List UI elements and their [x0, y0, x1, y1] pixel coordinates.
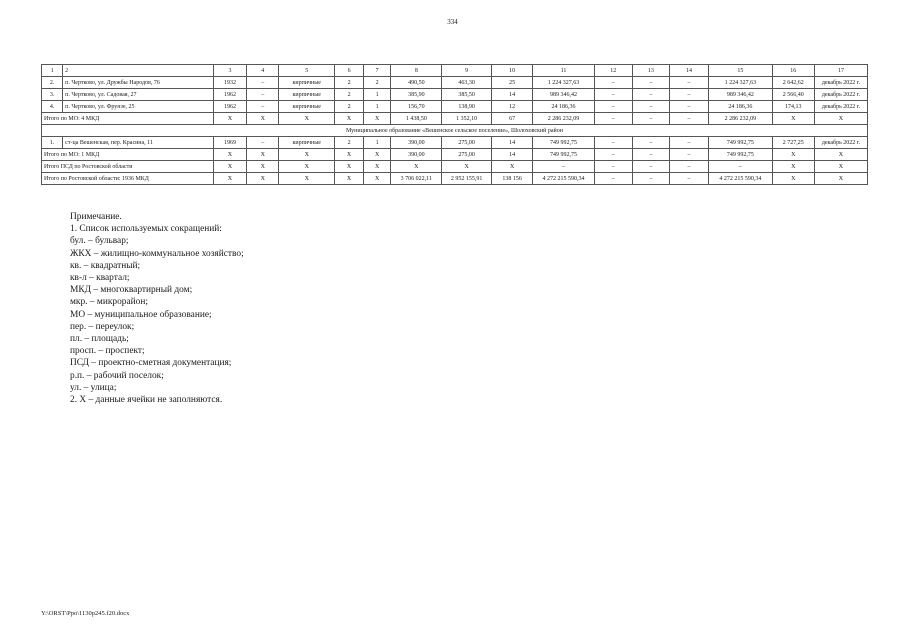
table-cell: X — [213, 113, 247, 125]
table-cell: X — [213, 173, 247, 185]
note-line: МО – муниципальное образование; — [70, 309, 212, 320]
table-cell: 1 352,10 — [442, 113, 492, 125]
table-cell: 749 992,75 — [709, 137, 773, 149]
table-cell: 2. — [42, 77, 63, 89]
table-cell: 11 — [533, 65, 594, 77]
table-cell: X — [213, 161, 247, 173]
table-cell: X — [363, 161, 391, 173]
table-cell: X — [335, 161, 364, 173]
table-cell: 1 — [363, 137, 391, 149]
table-cell: Итого по МО: 4 МКД — [42, 113, 214, 125]
table-cell: 749 992,75 — [709, 149, 773, 161]
table-cell: X — [247, 113, 279, 125]
table-cell: – — [632, 101, 669, 113]
note-line: пл. – площадь; — [70, 334, 129, 345]
table-row — [42, 101, 868, 113]
table-cell: 989 346,42 — [709, 89, 773, 101]
table-cell: – — [632, 137, 669, 149]
table-cell: – — [247, 137, 279, 149]
table-cell: 24 186,36 — [533, 101, 594, 113]
repair-register-table — [41, 64, 868, 185]
table-cell: 2 642,62 — [772, 77, 814, 89]
table-cell: 2 286 232,09 — [709, 113, 773, 125]
note-line: пер. – переулок; — [70, 321, 135, 332]
table-cell: X — [772, 113, 814, 125]
table-cell: 3 — [213, 65, 247, 77]
table-cell: – — [669, 173, 708, 185]
table-cell: – — [669, 77, 708, 89]
table-cell: 1 438,50 — [391, 113, 442, 125]
table-cell: – — [594, 161, 632, 173]
table-cell: Муниципальное образование «Вешенское сельское поселение», Шолоховский район — [42, 125, 868, 137]
section-header-row — [42, 125, 868, 137]
table-cell: 8 — [391, 65, 442, 77]
table-cell: 4. — [42, 101, 63, 113]
table-cell: 2 952 155,91 — [442, 173, 492, 185]
table-cell: 390,00 — [391, 149, 442, 161]
notes-heading: Примечание. — [70, 212, 122, 222]
table-cell: – — [632, 173, 669, 185]
note-line: просп. – проспект; — [70, 346, 145, 357]
table-cell: кирпичные — [279, 77, 335, 89]
table-cell: кирпичные — [279, 89, 335, 101]
table-cell: – — [632, 113, 669, 125]
table-cell: X — [279, 173, 335, 185]
table-cell: 17 — [814, 65, 867, 77]
footer-file-path: Y:\ORST\Ppo\1130p245.f20.docx — [41, 610, 130, 617]
table-cell: X — [247, 173, 279, 185]
table-cell: декабрь 2022 г. — [814, 77, 867, 89]
table-cell: 7 — [363, 65, 391, 77]
table-cell: кирпичные — [279, 101, 335, 113]
table-cell: 14 — [669, 65, 708, 77]
note-line: мкр. – микрорайон; — [70, 297, 148, 308]
total-row — [42, 173, 868, 185]
table-cell: 385,50 — [442, 89, 492, 101]
table-cell: 24 186,36 — [709, 101, 773, 113]
table-cell: – — [594, 113, 632, 125]
total-row — [42, 149, 868, 161]
table-cell: X — [814, 149, 867, 161]
table-cell: декабрь 2022 г. — [814, 137, 867, 149]
table-cell: 2 — [335, 137, 364, 149]
table-cell: X — [442, 161, 492, 173]
table-cell: Итого ПСД по Ростовской области — [42, 161, 214, 173]
table-cell: – — [669, 101, 708, 113]
table-cell: X — [772, 149, 814, 161]
note-line: ул. – улица; — [70, 382, 117, 393]
table-cell: – — [632, 149, 669, 161]
table-cell: X — [814, 173, 867, 185]
table-cell: X — [772, 161, 814, 173]
table-cell: – — [594, 77, 632, 89]
table-cell: 2 — [335, 101, 364, 113]
table-cell: 1969 — [213, 137, 247, 149]
table-cell: 6 — [335, 65, 364, 77]
table-cell: 3. — [42, 89, 63, 101]
table-cell: 2 — [335, 77, 364, 89]
table-cell: п. Чертково, ул. Фрунзе, 25 — [63, 101, 213, 113]
table-cell: 2 566,40 — [772, 89, 814, 101]
table-cell: X — [335, 113, 364, 125]
table-cell: 12 — [492, 101, 533, 113]
table-cell: X — [335, 149, 364, 161]
table-cell: 1962 — [213, 101, 247, 113]
table-cell: – — [632, 161, 669, 173]
table-cell: 749 992,75 — [533, 137, 594, 149]
page-number: 334 — [447, 18, 458, 26]
table-cell: 1. — [42, 137, 63, 149]
note-line: бул. – бульвар; — [70, 236, 129, 247]
table-cell: X — [213, 149, 247, 161]
table-cell: X — [772, 173, 814, 185]
table-cell: X — [279, 161, 335, 173]
table-cell: X — [363, 173, 391, 185]
table-cell: 138,90 — [442, 101, 492, 113]
table-cell: – — [533, 161, 594, 173]
table-cell: 275,00 — [442, 149, 492, 161]
table-cell: 67 — [492, 113, 533, 125]
table-cell: X — [247, 161, 279, 173]
table-row — [42, 137, 868, 149]
note-line: кв-л – квартал; — [70, 273, 130, 284]
table-cell: X — [814, 161, 867, 173]
table-cell: X — [363, 149, 391, 161]
table-cell: п. Чертково, ул. Садовая, 27 — [63, 89, 213, 101]
note-line: 1. Список используемых сокращений: — [70, 224, 222, 235]
table-cell: 174,13 — [772, 101, 814, 113]
table-cell: 1 224 327,63 — [533, 77, 594, 89]
table-cell: 13 — [632, 65, 669, 77]
notes-block — [70, 211, 244, 406]
table-cell: 1932 — [213, 77, 247, 89]
table-cell: – — [709, 161, 773, 173]
table-cell: 138 156 — [492, 173, 533, 185]
table-cell: 16 — [772, 65, 814, 77]
table-cell: 14 — [492, 89, 533, 101]
table-cell: 10 — [492, 65, 533, 77]
table-cell: 9 — [442, 65, 492, 77]
table-cell: ст-ца Вешенская, пер. Красина, 11 — [63, 137, 213, 149]
table-cell: – — [669, 113, 708, 125]
table-cell: X — [279, 113, 335, 125]
table-cell: кирпичные — [279, 137, 335, 149]
table-cell: – — [594, 149, 632, 161]
table-cell: 2 — [363, 77, 391, 89]
table-cell: 463,30 — [442, 77, 492, 89]
table-cell: X — [814, 113, 867, 125]
table-header-row — [42, 65, 868, 77]
table-cell: декабрь 2022 г. — [814, 101, 867, 113]
table-cell: – — [247, 101, 279, 113]
total-row — [42, 161, 868, 173]
table-cell: 390,00 — [391, 137, 442, 149]
table-cell: – — [632, 77, 669, 89]
table-cell: декабрь 2022 г. — [814, 89, 867, 101]
total-row — [42, 113, 868, 125]
table-row — [42, 77, 868, 89]
table-cell: 12 — [594, 65, 632, 77]
table-cell: X — [247, 149, 279, 161]
table-cell: 1962 — [213, 89, 247, 101]
note-line: ПСД – проектно-сметная документация; — [70, 358, 232, 369]
table-cell: 385,90 — [391, 89, 442, 101]
note-line: МКД – многоквартирный дом; — [70, 285, 193, 296]
table-cell: X — [279, 149, 335, 161]
table-cell: 1 — [363, 89, 391, 101]
table-cell: X — [492, 161, 533, 173]
table-cell: 25 — [492, 77, 533, 89]
table-row — [42, 89, 868, 101]
note-line: р.п. – рабочий поселок; — [70, 370, 164, 381]
table-cell: 4 272 215 590,34 — [709, 173, 773, 185]
note-line: 2. Х – данные ячейки не заполняются. — [70, 395, 223, 406]
table-cell: X — [391, 161, 442, 173]
table-cell: 275,00 — [442, 137, 492, 149]
table-cell: X — [363, 113, 391, 125]
table-cell: Итого по МО: 1 МКД — [42, 149, 214, 161]
table-cell: – — [594, 101, 632, 113]
table-cell: п. Чертково, ул. Дружбы Народов, 76 — [63, 77, 213, 89]
table-cell: 490,50 — [391, 77, 442, 89]
note-line: ЖКХ – жилищно-коммунальное хозяйство; — [70, 248, 244, 259]
table-cell: 15 — [709, 65, 773, 77]
table-cell: 156,70 — [391, 101, 442, 113]
table-cell: – — [247, 89, 279, 101]
table-cell: – — [632, 89, 669, 101]
table-cell: 1 — [42, 65, 63, 77]
table-cell: 1 224 327,63 — [709, 77, 773, 89]
table-cell: X — [335, 173, 364, 185]
table-cell: 4 272 215 590,34 — [533, 173, 594, 185]
table-cell: – — [669, 149, 708, 161]
table-cell: 989 346,42 — [533, 89, 594, 101]
table-cell: 4 — [247, 65, 279, 77]
table-cell: – — [669, 161, 708, 173]
table-cell: – — [594, 89, 632, 101]
table-cell: 14 — [492, 137, 533, 149]
table-cell: 5 — [279, 65, 335, 77]
table-cell: 2 727,25 — [772, 137, 814, 149]
table-cell: – — [669, 137, 708, 149]
table-cell: 749 992,75 — [533, 149, 594, 161]
table-cell: 2 — [63, 65, 213, 77]
table-cell: 2 286 232,09 — [533, 113, 594, 125]
table-cell: 3 706 022,11 — [391, 173, 442, 185]
table-cell: 1 — [363, 101, 391, 113]
note-line: кв. – квадратный; — [70, 260, 141, 271]
table-cell: 14 — [492, 149, 533, 161]
table-cell: – — [247, 77, 279, 89]
table-cell: Итого по Ростовской области: 1936 МКД — [42, 173, 214, 185]
table-cell: – — [669, 89, 708, 101]
table-cell: – — [594, 173, 632, 185]
table-cell: – — [594, 137, 632, 149]
table-cell: 2 — [335, 89, 364, 101]
